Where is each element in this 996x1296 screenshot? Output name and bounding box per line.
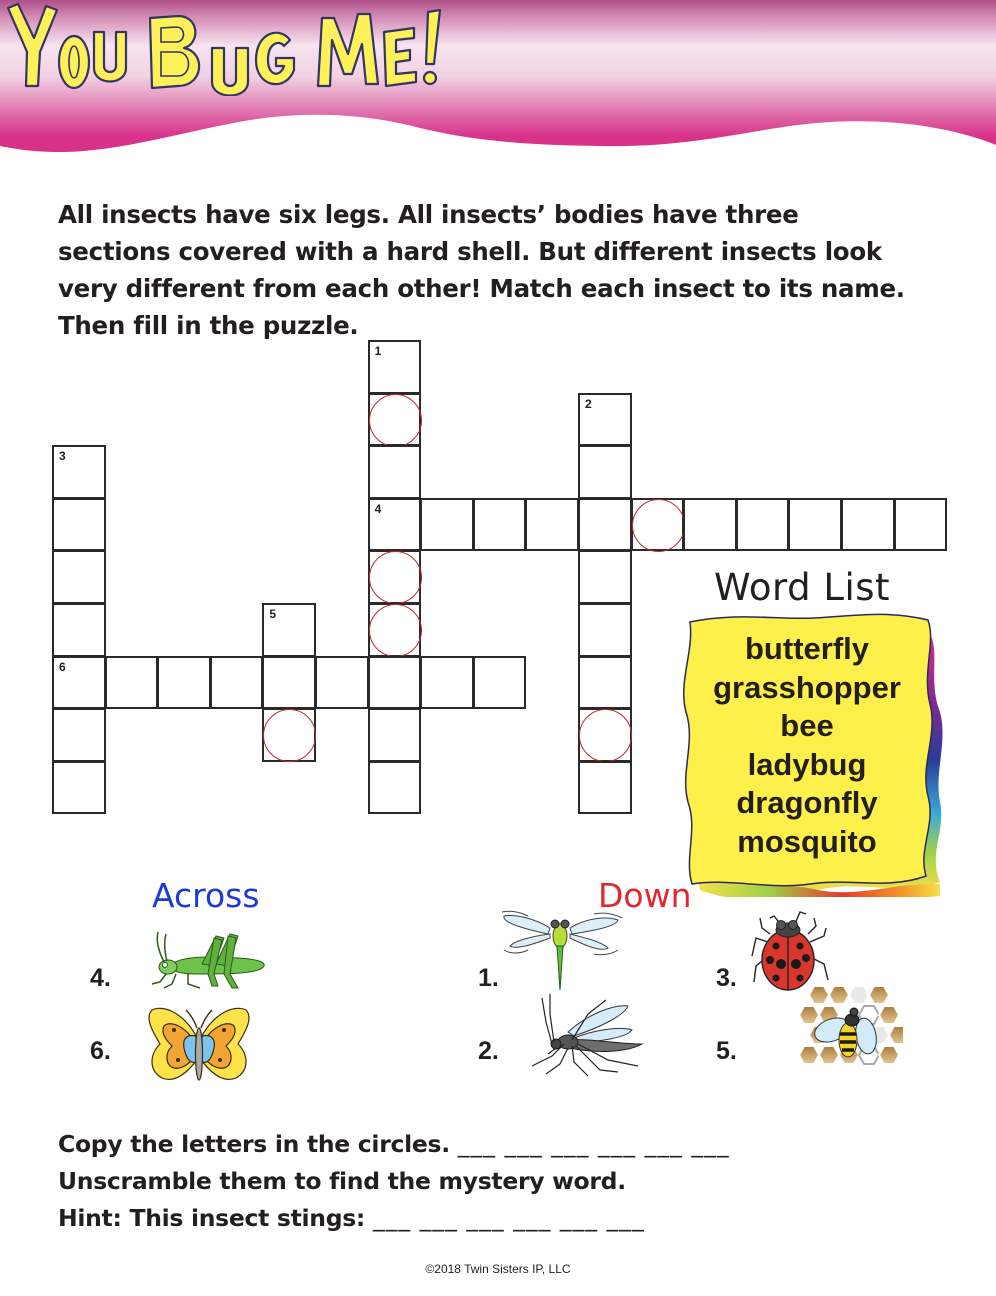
crossword-cell[interactable] (420, 498, 474, 552)
grasshopper-icon (148, 930, 268, 996)
clue-number-3-down: 3. (716, 964, 737, 992)
crossword-cell[interactable] (52, 550, 106, 604)
dragonfly-icon (498, 906, 624, 992)
hint-line (58, 1200, 730, 1237)
word-list-item: butterfly (745, 631, 869, 666)
clue-number-2-down: 2. (478, 1037, 499, 1065)
crossword-cell[interactable] (578, 761, 632, 815)
crossword-cell[interactable] (420, 656, 474, 710)
crossword-cell-circled[interactable] (578, 708, 632, 762)
crossword-cell[interactable] (473, 656, 527, 710)
bee-honeycomb-icon (800, 984, 904, 1072)
crossword-cell[interactable] (841, 498, 895, 552)
mosquito-icon (528, 994, 648, 1078)
word-list-item: dragonfly (736, 785, 878, 820)
crossword-cell[interactable] (736, 498, 790, 552)
mystery-word-instructions (58, 1126, 730, 1237)
across-heading: Across (152, 876, 260, 915)
crossword-cell[interactable] (157, 656, 211, 710)
crossword-cell-1-down-1[interactable] (368, 340, 422, 394)
clue-number: 6 (59, 659, 66, 674)
intro-line: sections covered with a hard shell. But different insects look (58, 237, 882, 266)
intro-line: very different from each other! Match each insect to its name. (58, 274, 905, 303)
crossword-cell[interactable] (52, 498, 106, 552)
crossword-cell[interactable] (894, 498, 948, 552)
word-list-item: ladybug (747, 746, 867, 782)
clue-number: 4 (374, 501, 382, 516)
clue-number: 5 (269, 607, 277, 621)
crossword-cell[interactable] (788, 498, 842, 552)
crossword-cell[interactable] (578, 656, 632, 710)
clue-number-5-down: 5. (716, 1037, 737, 1065)
clue-number: 3 (59, 449, 66, 464)
word-list-item: grasshopper (713, 669, 901, 705)
crossword-cell[interactable] (683, 498, 737, 552)
intro-line: Then fill in the puzzle. (58, 311, 359, 340)
clue-number-1-down: 1. (478, 964, 499, 992)
crossword-cell[interactable] (210, 656, 264, 710)
crossword-cell-circled[interactable] (368, 550, 422, 604)
clue-number: 2 (585, 396, 592, 411)
crossword-cell[interactable] (368, 445, 422, 499)
crossword-cell[interactable] (368, 708, 422, 762)
crossword-cell[interactable] (368, 761, 422, 815)
word-list-title: Word List (714, 566, 891, 609)
copy-letters-line (58, 1126, 730, 1163)
crossword-cell[interactable] (578, 445, 632, 499)
crossword-cell-circled[interactable] (262, 708, 316, 762)
crossword-cell[interactable] (578, 498, 632, 552)
header-banner (0, 0, 996, 160)
crossword-cell[interactable] (315, 656, 369, 710)
crossword-cell-2-down-1[interactable] (578, 393, 632, 447)
unscramble-line: Unscramble them to find the mystery word. (58, 1167, 626, 1195)
circle-letters-blanks[interactable]: ___ ___ ___ ___ ___ ___ (457, 1130, 730, 1158)
crossword-cell[interactable] (525, 498, 579, 552)
down-heading: Down (598, 876, 692, 915)
crossword-cell[interactable] (473, 498, 527, 552)
clue-number-4-across: 4. (90, 964, 111, 992)
crossword-cell-4-across-1[interactable] (368, 498, 422, 552)
intro-paragraph (58, 196, 958, 344)
clue-number: 1 (374, 344, 382, 358)
clue-number-6-across: 6. (90, 1037, 111, 1065)
crossword-cell[interactable] (52, 603, 106, 657)
copy-letters-text: Copy the letters in the circles. (58, 1130, 450, 1158)
crossword-cell[interactable] (52, 761, 106, 815)
crossword-cell[interactable] (52, 708, 106, 762)
copyright-notice: ©2018 Twin Sisters IP, LLC (425, 1262, 571, 1276)
butterfly-icon (146, 1004, 252, 1086)
crossword-cell[interactable] (105, 656, 159, 710)
word-list-item: mosquito (737, 823, 877, 859)
hint-text: Hint: This insect stings: (58, 1204, 366, 1232)
crossword-cell[interactable] (578, 550, 632, 604)
word-list-item: bee (780, 708, 834, 743)
crossword-cell[interactable] (368, 656, 422, 710)
mystery-word-blanks[interactable]: ___ ___ ___ ___ ___ ___ (372, 1204, 645, 1232)
crossword-cell-3-down-1[interactable] (52, 445, 106, 499)
crossword-cell-circled[interactable] (368, 603, 422, 657)
ladybug-icon (748, 908, 834, 994)
crossword-cell-circled[interactable] (631, 498, 685, 552)
crossword-cell-circled[interactable] (368, 393, 422, 447)
intro-line: All insects have six legs. All insects’ bodies have three (58, 200, 799, 229)
crossword-cell-6-across-1[interactable] (52, 656, 106, 710)
crossword-cell[interactable] (262, 656, 316, 710)
title-you-bug-me (0, 0, 450, 96)
word-list (690, 630, 924, 861)
crossword-cell[interactable] (578, 603, 632, 657)
crossword-cell-5-down-1[interactable] (262, 603, 316, 657)
